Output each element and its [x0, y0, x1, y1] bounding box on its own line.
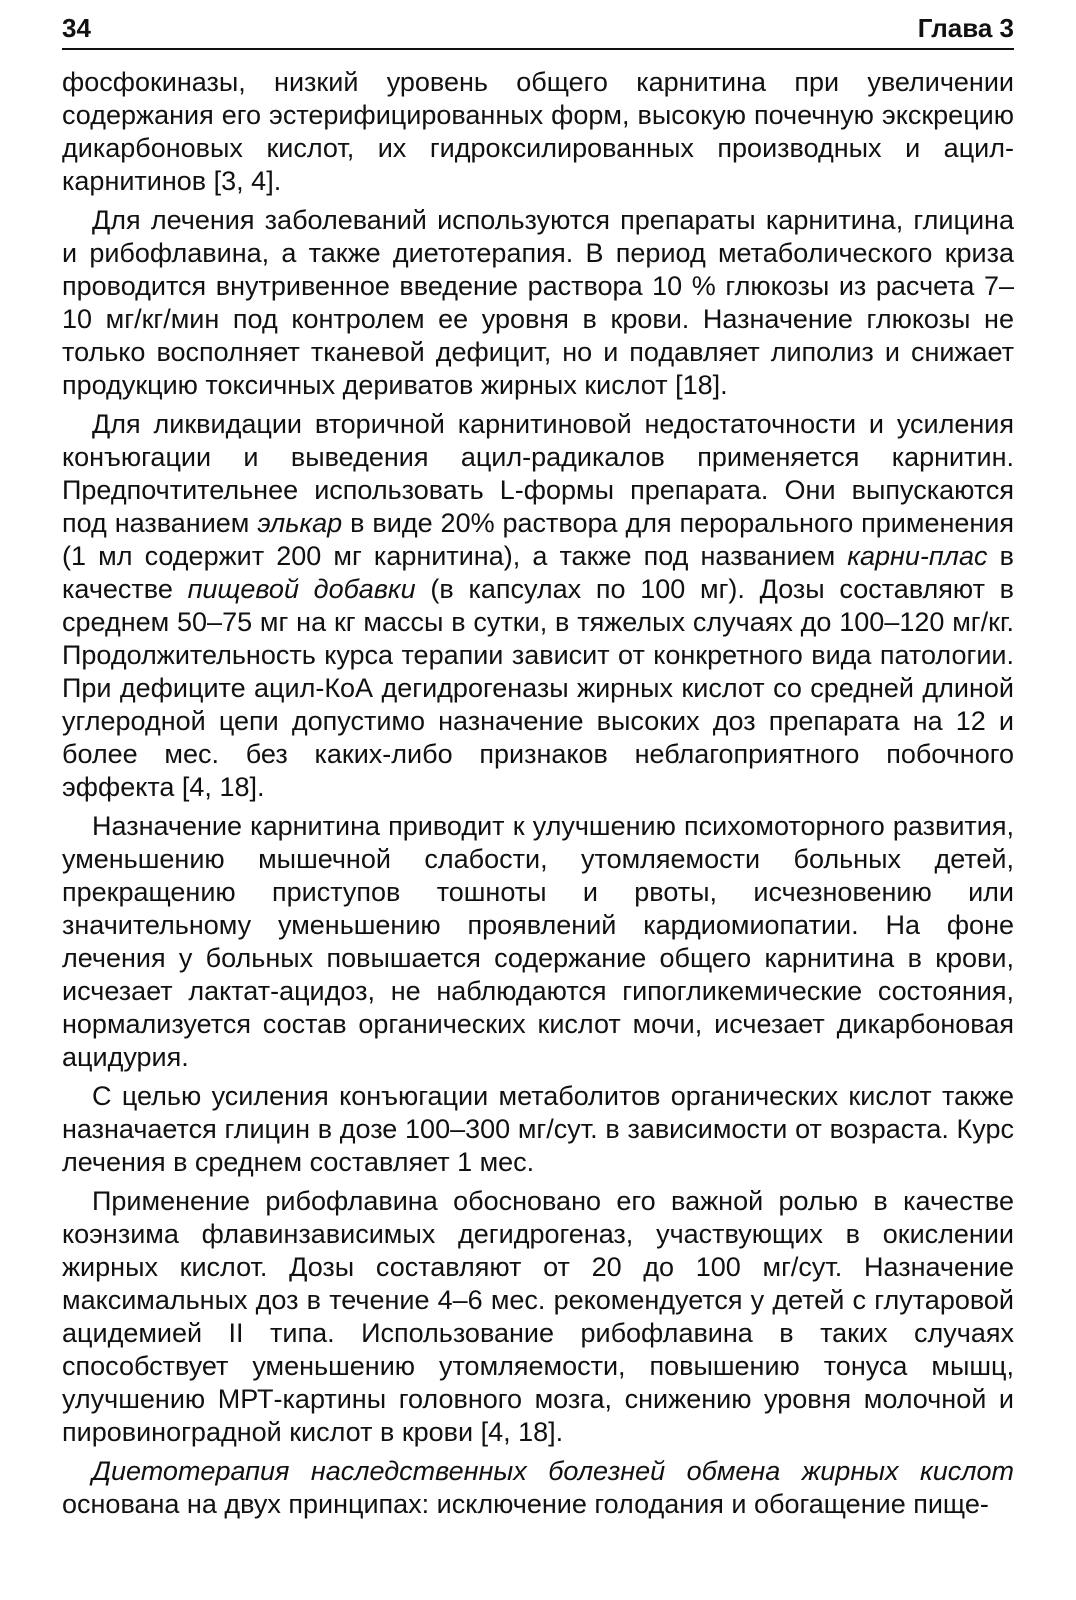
paragraph-3-part-2: в виде 20% раствора для перорального применения (1 мл содержит 200 мг карнитина), а также под названием	[62, 508, 1015, 571]
book-page	[62, 10, 1014, 1527]
drug-name-elkar: элькар	[257, 508, 343, 538]
paragraph-3-part-4: (в капсулах по 100 мг). Дозы составляют в среднем 50–75 мг на кг массы в сутки, в тяжелых случаях до 100–120 мг/кг. Продолжительность курса терапии зависит от конкретного вида патологии. При дефиците ацил-КоА дегидрогеназы жирных кислот со средней длиной углеродной цепи допустимо назначение высоких доз препарата на 12 и более мес. без каких-либо признаков неблагоприятного побочного эффекта [4, 18].	[62, 574, 1015, 802]
paragraph-6: Применение рибофлавина обосновано его важной ролью в качестве коэнзима флавинзависимых дегидрогеназ, участвующих в окислении жирных кислот. Дозы составляют от 20 до 100 мг/сут. Назначение максимальных доз в течение 4–6 мес. рекомендуется у детей с глутаровой ацидемией II типа. Использование рибофлавина в таких случаях способствует уменьшению утомляемости, повышению тонуса мышц, улучшению МРТ-картины головного мозга, снижению уровня молочной и пировиноградной кислот в крови [4, 18].	[62, 1186, 1014, 1447]
body-text	[62, 66, 1014, 1521]
paragraph-7	[62, 1455, 1014, 1521]
chapter-title: Глава 3	[917, 13, 1014, 43]
page-number: 34	[62, 13, 91, 43]
paragraph-4: Назначение карнитина приводит к улучшению психомоторного развития, уменьшению мышечной слабости, утомляемости больных детей, прекращению приступов тошноты и рвоты, исчезновению или значительному уменьшению проявлений кардиомиопатии. На фоне лечения у больных повышается содержание общего карнитина в крови, исчезает лактат-ацидоз, не наблюдаются гипогликемические состояния, нормализуется состав органических кислот мочи, исчезает дикарбоновая ацидурия.	[62, 811, 1014, 1072]
running-head	[62, 10, 1014, 48]
paragraph-3	[62, 408, 1014, 804]
paragraph-3-part-1: Для ликвидации вторичной карнитиновой недостаточности и усиления конъюгации и выведения ацил-радикалов применяется карнитин. Предпочтительнее использовать L-формы препарата. Они выпускаются под названием	[62, 409, 1014, 538]
paragraph-2: Для лечения заболеваний используются препараты карнитина, глицина и рибофлавина, а также диетотерапия. В период метаболического криза проводится внутривенное введение раствора 10 % глюкозы из расчета 7–10 мг/кг/мин под контролем ее уровня в крови. Назначение глюкозы не только восполняет тканевой дефицит, но и подавляет липолиз и снижает продукцию токсичных дериватов жирных кислот [18].	[62, 205, 1014, 400]
paragraph-7-part-1: основана на двух принципах: исключение голодания и обогащение пище-	[62, 1489, 989, 1519]
paragraph-5: С целью усиления конъюгации метаболитов органических кислот также назначается глицин в дозе 100–300 мг/сут. в зависимости от возраста. Курс лечения в среднем составляет 1 мес.	[62, 1081, 1014, 1177]
term-food-supplement: пищевой добавки	[187, 574, 416, 604]
drug-name-karni-plas: карни-плас	[847, 541, 988, 571]
paragraph-1: фосфокиназы, низкий уровень общего карнитина при увеличении содержания его эстерифицированных форм, высокую почечную экскрецию дикарбоновых кислот, их гидроксилированных производных и ацил-карнитинов [3, 4].	[62, 67, 1014, 196]
paragraph-3-part-3: в качестве	[62, 541, 1014, 604]
term-diet-therapy: Диетотерапия наследственных болезней обмена жирных кислот	[92, 1456, 1014, 1486]
header-rule	[62, 48, 1014, 50]
